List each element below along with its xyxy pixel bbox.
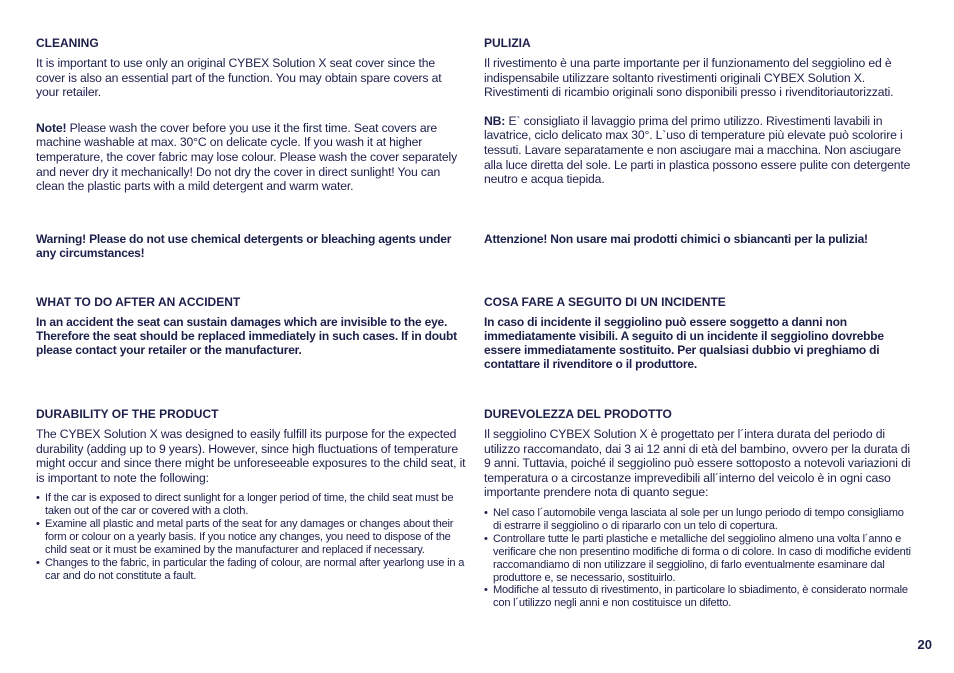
incidente-section — [484, 295, 914, 371]
note-label: Note! — [36, 120, 67, 135]
pulizia-section — [484, 36, 914, 187]
pulizia-warning: Attenzione! Non usare mai prodotti chimici o sbiancanti per la pulizia! — [484, 232, 868, 246]
pulizia-heading: PULIZIA — [484, 36, 531, 50]
list-item: • Nel caso l´automobile venga lasciata al sole per un lungo periodo di tempo consigliamo di estrarre il seggiolino o di ripararlo con un telo di copertura. — [484, 507, 914, 533]
cleaning-warning-block — [36, 232, 466, 260]
incidente-heading: COSA FARE A SEGUITO DI UN INCIDENTE — [484, 295, 726, 309]
list-item: • If the car is exposed to direct sunlight for a longer period of time, the child seat must be taken out of the car or covered with a cloth. — [36, 492, 466, 518]
cleaning-note — [36, 121, 466, 194]
incidente-text: In caso di incidente il seggiolino può essere soggetto a danni non immediatamente visibili. A seguito di un incidente il seggiolino dovrebbe essere immediatamente sostituito. Per qualsiasi dubbio vi preghiamo di contattare il rivenditore o il produttore. — [484, 315, 884, 371]
list-item: • Changes to the fabric, in particular the fading of colour, are normal after yearlong use in a car and do not constitute a fault. — [36, 557, 466, 583]
accident-heading: WHAT TO DO AFTER AN ACCIDENT — [36, 295, 241, 309]
durability-section — [36, 407, 466, 583]
accident-text: In an accident the seat can sustain damages which are invisible to the eye. Therefore the seat should be replaced immediately in such cases. If in doubt please contact your retailer or the manufacturer. — [36, 315, 457, 357]
cleaning-paragraph: It is important to use only an original CYBEX Solution X seat cover since the cover is also an essential part of the function. You may obtain spare covers at your retailer. — [36, 56, 442, 100]
pulizia-warning-block — [484, 232, 914, 246]
pulizia-note — [484, 114, 914, 187]
durability-bullet-list — [36, 492, 466, 582]
durability-paragraph: The CYBEX Solution X was designed to easily fulfill its purpose for the expected durability (adding up to 9 years). However, since high fluctuations of temperature might occur and since there might be unforeseeable exposures to the child seat, it is important to note the following: — [36, 427, 466, 485]
durevolezza-section — [484, 407, 914, 610]
cleaning-section — [36, 36, 466, 194]
page-number: 20 — [917, 637, 932, 652]
list-item: • Controllare tutte le parti plastiche e metalliche del seggiolino almeno una volta l´anno e verificare che non presentino modifiche di forma o di colore. In caso di modifiche evidenti raccomandiamo di non utilizzare il seggiolino, di farlo eventualmente esaminare dal produttore e, se necessario, sostituirlo. — [484, 533, 914, 585]
durevolezza-paragraph: Il seggiolino CYBEX Solution X è progettato per l´intera durata del periodo di utilizzo raccomandato, dai 3 ai 12 anni di età del bambino, ovvero per la durata di 9 anni. Tuttavia, poiché il seggiolino può essere sottoposto a notevoli variazioni di temperatura o a circostanze imprevedibili all´interno del veicolo è in ogni caso importante prendere nota di quanto segue: — [484, 427, 911, 500]
durability-heading: DURABILITY OF THE PRODUCT — [36, 407, 219, 421]
list-item: • Examine all plastic and metal parts of the seat for any damages or changes about their form or colour on a yearly basis. If you notice any changes, you need to dispose of the child seat or it must be examined by the manufacturer and replaced if necessary. — [36, 518, 466, 557]
note-text: E` consigliato il lavaggio prima del primo utilizzo. Rivestimenti lavabili in lavatrice, ciclo delicato max 30°. L`uso di temperature più elevate può scolorire i tessuti. Lavare separatamente e non asciugare mai a macchina. Non asciugare alla luce diretta del sole. Le parti in plastica possono essere pulite con detergente neutro e acqua tiepida. — [484, 113, 911, 187]
durevolezza-bullet-list — [484, 507, 914, 610]
note-label: NB: — [484, 113, 506, 128]
list-item: • Modifiche al tessuto di rivestimento, in particolare lo sbiadimento, è considerato normale con l´utilizzo negli anni e non costituisce un difetto. — [484, 584, 914, 610]
accident-section — [36, 295, 466, 357]
pulizia-paragraph: Il rivestimento è una parte importante per il funzionamento del seggiolino ed è indispensabile utilizzare soltanto rivestimenti originali CYBEX Solution X. Rivestimenti di ricambio originali sono disponibili presso i rivenditoriautorizzati. — [484, 56, 894, 100]
note-text: Please wash the cover before you use it the first time. Seat covers are machine washable at max. 30°C on delicate cycle. If you wash it at higher temperature, the cover fabric may lose colour. Please wash the cover separately and never dry it mechanically! Do not dry the cover in direct sunlight! You can clean the plastic parts with a mild detergent and warm water. — [36, 120, 458, 194]
durevolezza-heading: DUREVOLEZZA DEL PRODOTTO — [484, 407, 672, 421]
cleaning-warning: Warning! Please do not use chemical detergents or bleaching agents under any circumstances! — [36, 232, 452, 260]
cleaning-heading: CLEANING — [36, 36, 99, 50]
